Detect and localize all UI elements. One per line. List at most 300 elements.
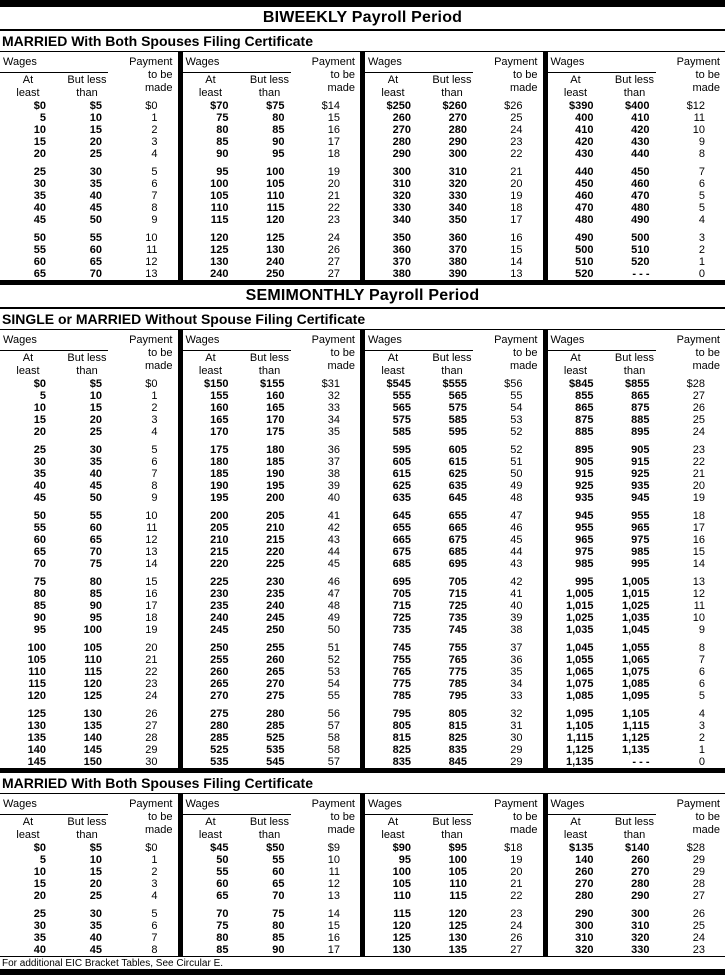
but-less-than-value: 665 bbox=[448, 522, 467, 534]
wage-bracket-row bbox=[0, 136, 178, 148]
at-least-value: 1,025 bbox=[565, 612, 594, 624]
payment-value: 11 bbox=[146, 522, 158, 534]
but-less-than-value: 35 bbox=[89, 178, 102, 190]
wage-bracket-row bbox=[0, 944, 178, 956]
at-least-value: 1,035 bbox=[565, 624, 594, 636]
wage-bracket-row bbox=[548, 666, 725, 678]
payment-value: 34 bbox=[510, 678, 523, 690]
payment-value: 3 bbox=[151, 414, 158, 426]
at-least-value: 985 bbox=[575, 558, 594, 570]
wage-bracket-row bbox=[0, 456, 178, 468]
payment-value: 1 bbox=[698, 256, 705, 268]
wage-bracket-row bbox=[548, 256, 725, 268]
payment-value: 9 bbox=[698, 136, 705, 148]
at-least-value: 90 bbox=[33, 612, 46, 624]
but-less-than-value: 1,025 bbox=[621, 600, 650, 612]
at-least-value: 130 bbox=[392, 944, 411, 956]
wage-bracket-row bbox=[183, 558, 361, 570]
but-less-than-header: But less than bbox=[67, 352, 107, 377]
payment-value: 18 bbox=[692, 510, 705, 522]
at-least-value: 30 bbox=[33, 456, 46, 468]
at-least-header: At least bbox=[16, 74, 40, 99]
but-less-than-value: 865 bbox=[631, 390, 650, 402]
payment-value: 36 bbox=[327, 444, 340, 456]
at-least-value: 70 bbox=[216, 908, 229, 920]
payment-value: 50 bbox=[327, 624, 340, 636]
wage-rows bbox=[183, 838, 361, 956]
payment-value: 20 bbox=[692, 480, 705, 492]
wage-bracket-row bbox=[548, 866, 725, 878]
payment-value: 21 bbox=[327, 190, 340, 202]
wage-bracket-column-4 bbox=[548, 52, 725, 280]
but-less-than-value: 895 bbox=[631, 426, 650, 438]
wages-header: Wages bbox=[183, 334, 291, 351]
payment-value: 54 bbox=[327, 678, 340, 690]
wage-bracket-row bbox=[548, 732, 725, 744]
but-less-than-value: 1,105 bbox=[621, 708, 650, 720]
payment-value: 13 bbox=[145, 268, 158, 280]
but-less-than-value: 270 bbox=[448, 112, 467, 124]
wage-bracket-row bbox=[365, 136, 543, 148]
but-less-than-value: 985 bbox=[631, 546, 650, 558]
payment-value: 23 bbox=[145, 678, 158, 690]
at-least-value: 330 bbox=[392, 202, 411, 214]
payment-value: 51 bbox=[327, 642, 340, 654]
at-least-value: 1,055 bbox=[565, 654, 594, 666]
payment-value: 7 bbox=[151, 932, 158, 944]
wage-bracket-row bbox=[183, 854, 361, 866]
at-least-value: 50 bbox=[216, 854, 229, 866]
at-least-value: $45 bbox=[210, 842, 229, 854]
but-less-than-value: 65 bbox=[89, 256, 102, 268]
wages-header: Wages bbox=[183, 798, 291, 815]
wage-bracket-row bbox=[548, 624, 725, 636]
payment-value: 23 bbox=[510, 136, 523, 148]
wage-bracket-column-2 bbox=[183, 52, 361, 280]
at-least-value: 130 bbox=[210, 256, 229, 268]
but-less-than-value: 905 bbox=[631, 444, 650, 456]
top-border-rule bbox=[0, 0, 725, 7]
payment-to-be-made-header: Payment to be made bbox=[494, 56, 538, 94]
but-less-than-value: 105 bbox=[266, 178, 285, 190]
wage-bracket-row bbox=[0, 666, 178, 678]
wage-bracket-row bbox=[548, 468, 725, 480]
at-least-value: 10 bbox=[33, 866, 46, 878]
wage-bracket-row bbox=[365, 600, 543, 612]
but-less-than-value: 115 bbox=[266, 202, 285, 214]
at-least-header: At least bbox=[198, 74, 223, 99]
but-less-than-value: $50 bbox=[266, 842, 285, 854]
wage-bracket-row bbox=[0, 232, 178, 244]
wage-bracket-row bbox=[365, 214, 543, 226]
wage-bracket-row bbox=[0, 576, 178, 588]
but-less-than-value: 20 bbox=[89, 136, 102, 148]
payment-value: 27 bbox=[510, 944, 523, 956]
but-less-than-value: 925 bbox=[631, 468, 650, 480]
at-least-value: 1,045 bbox=[565, 642, 594, 654]
wage-bracket-row bbox=[365, 232, 543, 244]
wages-header: Wages bbox=[365, 798, 473, 815]
at-least-value: 955 bbox=[575, 522, 594, 534]
payment-value: 4 bbox=[151, 148, 158, 160]
at-least-value: 310 bbox=[575, 932, 594, 944]
but-less-than-value: 85 bbox=[89, 588, 102, 600]
wage-bracket-column-1 bbox=[0, 330, 178, 768]
payment-value: $0 bbox=[145, 842, 158, 854]
at-least-value: 705 bbox=[392, 588, 411, 600]
but-less-than-value: 130 bbox=[266, 244, 285, 256]
bottom-border-rule bbox=[0, 969, 725, 975]
at-least-value: 815 bbox=[392, 732, 411, 744]
wage-bracket-row bbox=[365, 468, 543, 480]
payment-value: 52 bbox=[510, 444, 523, 456]
column-headers bbox=[365, 330, 543, 377]
wage-bracket-row bbox=[183, 866, 361, 878]
payment-to-be-made-header: Payment to be made bbox=[129, 798, 173, 836]
wage-bracket-row bbox=[548, 492, 725, 504]
at-least-value: 925 bbox=[575, 480, 594, 492]
wage-bracket-column-1 bbox=[0, 52, 178, 280]
wage-bracket-row bbox=[0, 480, 178, 492]
but-less-than-value: 285 bbox=[266, 720, 285, 732]
payment-value: 19 bbox=[145, 624, 158, 636]
but-less-than-value: 45 bbox=[89, 480, 102, 492]
at-least-value: 1,075 bbox=[565, 678, 594, 690]
but-less-than-value: 60 bbox=[89, 522, 102, 534]
but-less-than-value: $155 bbox=[260, 378, 285, 390]
but-less-than-header: But less than bbox=[67, 74, 107, 99]
payment-value: 9 bbox=[151, 492, 158, 504]
but-less-than-value: 15 bbox=[89, 866, 102, 878]
but-less-than-value: 150 bbox=[83, 756, 102, 768]
at-least-value: 15 bbox=[33, 878, 46, 890]
at-least-value: 80 bbox=[33, 588, 46, 600]
payment-value: 28 bbox=[692, 878, 705, 890]
wage-bracket-row bbox=[365, 426, 543, 438]
at-least-value: 240 bbox=[210, 612, 229, 624]
payment-value: 15 bbox=[327, 112, 340, 124]
column-headers bbox=[0, 794, 178, 841]
wage-bracket-row bbox=[0, 866, 178, 878]
but-less-than-value: 480 bbox=[631, 202, 650, 214]
wage-bracket-row bbox=[548, 558, 725, 570]
payment-value: 58 bbox=[327, 732, 340, 744]
but-less-than-value: - - - bbox=[632, 756, 650, 768]
wage-bracket-row bbox=[365, 244, 543, 256]
payment-value: 3 bbox=[151, 136, 158, 148]
at-least-value: 265 bbox=[210, 678, 229, 690]
at-least-value: 95 bbox=[398, 854, 411, 866]
payment-value: 0 bbox=[698, 756, 705, 768]
but-less-than-value: 340 bbox=[448, 202, 467, 214]
but-less-than-value: $5 bbox=[89, 378, 102, 390]
at-least-value: 945 bbox=[575, 510, 594, 522]
wage-bracket-row bbox=[548, 402, 725, 414]
payment-value: 5 bbox=[698, 190, 705, 202]
wage-bracket-row bbox=[183, 642, 361, 654]
but-less-than-value: 490 bbox=[631, 214, 650, 226]
but-less-than-value: 1,075 bbox=[621, 666, 650, 678]
wage-bracket-row bbox=[548, 244, 725, 256]
wage-bracket-row bbox=[0, 444, 178, 456]
but-less-than-value: 260 bbox=[266, 654, 285, 666]
wage-bracket-row bbox=[548, 426, 725, 438]
but-less-than-value: 90 bbox=[272, 136, 285, 148]
at-least-value: 725 bbox=[392, 612, 411, 624]
at-least-value: 1,095 bbox=[565, 708, 594, 720]
wage-bracket-row bbox=[183, 744, 361, 756]
at-least-value: 60 bbox=[33, 534, 46, 546]
wage-bracket-row bbox=[0, 390, 178, 402]
payment-value: 4 bbox=[698, 708, 705, 720]
wage-bracket-row bbox=[0, 112, 178, 124]
wage-bracket-row bbox=[365, 522, 543, 534]
payment-value: 12 bbox=[327, 878, 340, 890]
payment-value: 29 bbox=[510, 744, 523, 756]
wage-bracket-row bbox=[548, 854, 725, 866]
payment-value: 24 bbox=[327, 232, 340, 244]
wage-bracket-row bbox=[548, 756, 725, 768]
payment-value: 12 bbox=[145, 534, 158, 546]
at-least-value: 165 bbox=[210, 414, 229, 426]
at-least-value: 520 bbox=[575, 268, 594, 280]
but-less-than-value: 35 bbox=[89, 456, 102, 468]
but-less-than-value: 1,085 bbox=[621, 678, 650, 690]
payment-value: 48 bbox=[327, 600, 340, 612]
payment-value: 5 bbox=[151, 908, 158, 920]
but-less-than-value: 30 bbox=[89, 444, 102, 456]
payment-to-be-made-header: Payment to be made bbox=[311, 798, 355, 836]
but-less-than-value: $400 bbox=[625, 100, 650, 112]
at-least-value: 360 bbox=[392, 244, 411, 256]
but-less-than-value: 90 bbox=[89, 600, 102, 612]
but-less-than-header: But less than bbox=[432, 74, 472, 99]
payment-value: $0 bbox=[145, 378, 158, 390]
at-least-value: 450 bbox=[575, 178, 594, 190]
payment-value: 11 bbox=[693, 600, 705, 612]
wage-bracket-row bbox=[365, 480, 543, 492]
at-least-value: 260 bbox=[575, 866, 594, 878]
wage-bracket-row bbox=[183, 842, 361, 854]
wage-bracket-row bbox=[0, 588, 178, 600]
semimonthly-married-filing-status-title: MARRIED With Both Spouses Filing Certificate bbox=[2, 775, 313, 791]
semimonthly-period-title: SEMIMONTHLY Payroll Period bbox=[245, 287, 480, 304]
payment-value: 18 bbox=[145, 612, 158, 624]
at-least-value: 525 bbox=[210, 744, 229, 756]
wage-rows bbox=[0, 838, 178, 956]
payment-value: 20 bbox=[510, 866, 523, 878]
but-less-than-value: 320 bbox=[448, 178, 467, 190]
but-less-than-value: 785 bbox=[448, 678, 467, 690]
wage-bracket-row bbox=[0, 214, 178, 226]
at-least-value: 835 bbox=[392, 756, 411, 768]
payment-value: 13 bbox=[510, 268, 523, 280]
payment-value: 26 bbox=[692, 402, 705, 414]
at-least-value: 565 bbox=[392, 402, 411, 414]
payment-value: 42 bbox=[327, 522, 340, 534]
wage-bracket-row bbox=[183, 624, 361, 636]
payment-value: 13 bbox=[145, 546, 158, 558]
but-less-than-value: 450 bbox=[631, 166, 650, 178]
but-less-than-value: 100 bbox=[266, 166, 285, 178]
but-less-than-value: 95 bbox=[272, 148, 285, 160]
at-least-value: 805 bbox=[392, 720, 411, 732]
at-least-header: At least bbox=[16, 816, 40, 841]
at-least-value: 685 bbox=[392, 558, 411, 570]
but-less-than-value: 170 bbox=[266, 414, 285, 426]
wage-bracket-row bbox=[365, 124, 543, 136]
wages-header: Wages bbox=[0, 798, 108, 815]
payment-value: 22 bbox=[510, 148, 523, 160]
at-least-value: 350 bbox=[392, 232, 411, 244]
but-less-than-value: 55 bbox=[89, 232, 102, 244]
at-least-value: $150 bbox=[204, 378, 229, 390]
wage-rows bbox=[548, 838, 725, 956]
but-less-than-value: 675 bbox=[448, 534, 467, 546]
at-least-value: 60 bbox=[216, 878, 229, 890]
at-least-value: 65 bbox=[33, 546, 46, 558]
payment-value: 10 bbox=[145, 510, 158, 522]
payment-value: 15 bbox=[510, 244, 523, 256]
wage-rows bbox=[548, 374, 725, 768]
wage-bracket-row bbox=[548, 744, 725, 756]
wage-bracket-row bbox=[183, 232, 361, 244]
but-less-than-value: 45 bbox=[89, 944, 102, 956]
but-less-than-value: 145 bbox=[83, 744, 102, 756]
at-least-value: 340 bbox=[392, 214, 411, 226]
payment-value: $56 bbox=[504, 378, 523, 390]
wage-bracket-row bbox=[0, 190, 178, 202]
payment-value: 28 bbox=[145, 732, 158, 744]
wage-bracket-row bbox=[548, 546, 725, 558]
but-less-than-value: $855 bbox=[625, 378, 650, 390]
wages-header: Wages bbox=[365, 56, 473, 73]
payment-value: 23 bbox=[692, 944, 705, 956]
payment-value: 27 bbox=[692, 890, 705, 902]
at-least-value: 15 bbox=[33, 414, 46, 426]
but-less-than-value: $5 bbox=[89, 100, 102, 112]
but-less-than-value: 430 bbox=[631, 136, 650, 148]
wage-bracket-row bbox=[0, 124, 178, 136]
at-least-value: 625 bbox=[392, 480, 411, 492]
wage-bracket-row bbox=[0, 908, 178, 920]
at-least-value: $390 bbox=[569, 100, 594, 112]
but-less-than-value: 330 bbox=[448, 190, 467, 202]
wage-bracket-row bbox=[183, 480, 361, 492]
wage-bracket-row bbox=[0, 426, 178, 438]
at-least-value: $250 bbox=[386, 100, 411, 112]
wage-bracket-row bbox=[183, 214, 361, 226]
payment-value: 1 bbox=[151, 112, 158, 124]
but-less-than-value: 845 bbox=[448, 756, 467, 768]
payment-value: 22 bbox=[145, 666, 158, 678]
but-less-than-value: 80 bbox=[89, 576, 102, 588]
at-least-value: 20 bbox=[33, 148, 46, 160]
but-less-than-value: 935 bbox=[631, 480, 650, 492]
semimonthly-married-wage-bracket-table bbox=[0, 794, 725, 956]
payment-value: 27 bbox=[145, 720, 158, 732]
wage-bracket-row bbox=[365, 744, 543, 756]
wage-bracket-row bbox=[183, 522, 361, 534]
wage-bracket-row bbox=[548, 600, 725, 612]
at-least-value: 225 bbox=[210, 576, 229, 588]
payment-value: 6 bbox=[151, 456, 158, 468]
at-least-value: 115 bbox=[28, 678, 46, 690]
at-least-value: 15 bbox=[33, 136, 46, 148]
wage-bracket-row bbox=[183, 402, 361, 414]
but-less-than-value: 965 bbox=[631, 522, 650, 534]
but-less-than-value: 65 bbox=[272, 878, 285, 890]
at-least-value: 120 bbox=[27, 690, 46, 702]
but-less-than-value: 245 bbox=[266, 612, 285, 624]
wage-bracket-row bbox=[183, 244, 361, 256]
at-least-header: At least bbox=[381, 74, 405, 99]
payment-value: 40 bbox=[510, 600, 523, 612]
wage-bracket-row bbox=[0, 202, 178, 214]
but-less-than-value: 100 bbox=[448, 854, 467, 866]
payment-value: 46 bbox=[327, 576, 340, 588]
payment-value: 24 bbox=[510, 920, 523, 932]
at-least-value: 35 bbox=[33, 468, 46, 480]
wage-bracket-row bbox=[183, 148, 361, 160]
at-least-value: 875 bbox=[575, 414, 594, 426]
but-less-than-value: 260 bbox=[631, 854, 650, 866]
wage-bracket-row bbox=[183, 492, 361, 504]
but-less-than-value: 725 bbox=[448, 600, 467, 612]
but-less-than-value: 30 bbox=[89, 166, 102, 178]
payment-value: 20 bbox=[145, 642, 158, 654]
but-less-than-value: 875 bbox=[631, 402, 650, 414]
wage-bracket-row bbox=[548, 944, 725, 956]
wage-bracket-column-4 bbox=[548, 794, 725, 956]
wage-bracket-row bbox=[365, 756, 543, 768]
payment-value: 6 bbox=[698, 178, 705, 190]
but-less-than-value: $75 bbox=[266, 100, 285, 112]
wage-bracket-row bbox=[365, 456, 543, 468]
wage-bracket-row bbox=[183, 756, 361, 768]
payment-value: 16 bbox=[145, 588, 158, 600]
at-least-value: 915 bbox=[575, 468, 594, 480]
at-least-value: 55 bbox=[33, 522, 46, 534]
at-least-value: 125 bbox=[27, 708, 46, 720]
wage-bracket-row bbox=[365, 866, 543, 878]
at-least-value: 155 bbox=[210, 390, 229, 402]
payment-value: 8 bbox=[151, 480, 158, 492]
wage-bracket-row bbox=[365, 256, 543, 268]
at-least-value: 55 bbox=[216, 866, 229, 878]
but-less-than-value: 70 bbox=[89, 546, 102, 558]
at-least-value: 715 bbox=[392, 600, 411, 612]
payment-value: 16 bbox=[510, 232, 523, 244]
payment-value: 0 bbox=[698, 268, 705, 280]
wage-bracket-row bbox=[0, 842, 178, 854]
but-less-than-value: 25 bbox=[89, 148, 102, 160]
payment-value: 15 bbox=[145, 576, 158, 588]
payment-to-be-made-header: Payment to be made bbox=[129, 56, 173, 94]
wage-bracket-row bbox=[548, 178, 725, 190]
payment-value: 57 bbox=[327, 720, 340, 732]
but-less-than-value: 635 bbox=[448, 480, 467, 492]
but-less-than-value: 195 bbox=[266, 480, 285, 492]
payment-value: 19 bbox=[692, 492, 705, 504]
at-least-value: 20 bbox=[33, 890, 46, 902]
payment-value: 2 bbox=[698, 244, 705, 256]
but-less-than-value: 90 bbox=[272, 944, 285, 956]
at-least-value: 90 bbox=[216, 148, 229, 160]
payment-value: $14 bbox=[321, 100, 340, 112]
column-headers bbox=[183, 52, 361, 99]
biweekly-filing-status-title: MARRIED With Both Spouses Filing Certificate bbox=[2, 33, 313, 49]
